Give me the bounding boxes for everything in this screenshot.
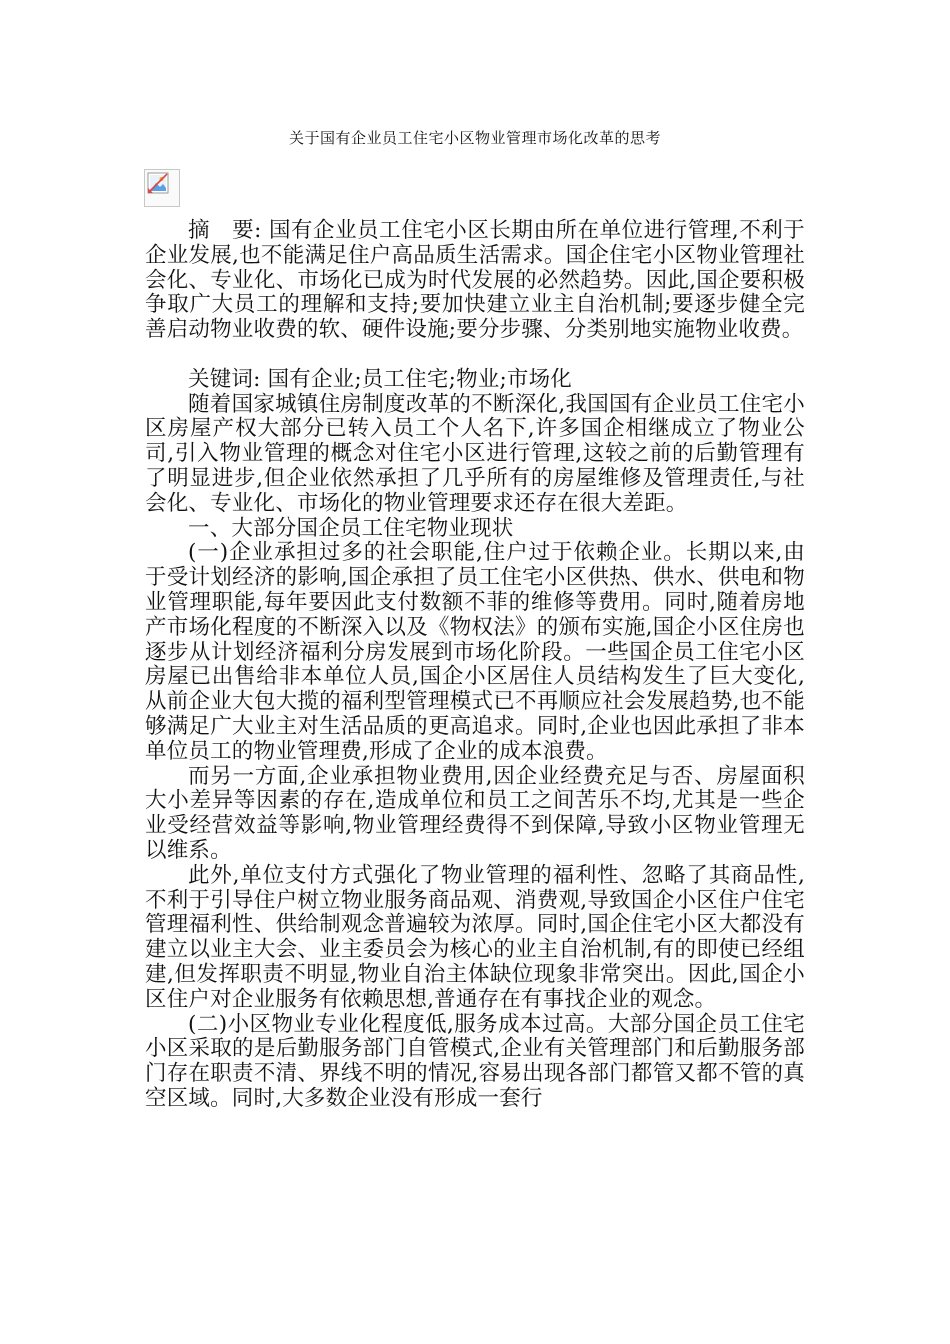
keywords-paragraph: 关键词: 国有企业;员工住宅;物业;市场化 [188, 366, 573, 392]
body-paragraph: 而另一方面,企业承担物业费用,因企业经费充足与否、房屋面积大小差异等因素的存在,造成单位和员工之间苦乐不均,尤其是一些企业受经营效益等影响,物业管理经费得不到保障,导致小区物业管理无以维系。 [145, 763, 805, 863]
abstract-paragraph: 摘 要: 国有企业员工住宅小区长期由所在单位进行管理,不利于企业发展,也不能满足住户高品质生活需求。国企住宅小区物业管理社会化、专业化、市场化已成为时代发展的必然趋势。因此,国企要积极争取广大员工的理解和支持;要加快建立业主自治机制;要逐步健全完善启动物业收费的软、硬件设施;要分步骤、分类别地实施物业收费。 [145, 218, 805, 343]
body-paragraph: 此外,单位支付方式强化了物业管理的福利性、忽略了其商品性,不利于引导住户树立物业服务商品观、消费观,导致国企小区住户住宅管理福利性、供给制观念普遍较为浓厚。同时,国企住宅小区大都没有建立以业主大会、业主委员会为核心的业主自治机制,有的即使已经组建,但发挥职责不明显,物业自治主体缺位现象非常突出。因此,国企小区住户对企业服务有依赖思想,普通存在有事找企业的观念。 [145, 862, 805, 1012]
section-heading: 一、大部分国企员工住宅物业现状 [188, 515, 514, 541]
intro-paragraph: 随着国家城镇住房制度改革的不断深化,我国国有企业员工住宅小区房屋产权大部分已转入员工个人名下,许多国企相继成立了物业公司,引入物业管理的概念对住宅小区进行管理,这较之前的后勤管理有了明显进步,但企业依然承担了几乎所有的房屋维修及管理责任,与社会化、专业化、市场化的物业管理要求还存在很大差距。 [145, 391, 805, 516]
broken-image-icon [144, 169, 180, 207]
image-placeholder-icon [147, 172, 169, 194]
article-body [145, 219, 805, 1112]
body-paragraph: (一)企业承担过多的社会职能,住户过于依赖企业。长期以来,由于受计划经济的影响,国企承担了员工住宅小区供热、供水、供电和物业管理职能,每年要因此支付数额不菲的维修等费用。同时,随着房地产市场化程度的不断深入以及《物权法》的颁布实施,国企小区住房也逐步从计划经济福利分房发展到市场化阶段。一些国企员工住宅小区房屋已出售给非本单位人员,国企小区居住人员结构发生了巨大变化,从前企业大包大揽的福利型管理模式已不再顺应社会发展趋势,也不能够满足广大业主对生活品质的更高追求。同时,企业也因此承担了非本单位员工的物业管理费,形成了企业的成本浪费。 [145, 540, 805, 764]
document-title: 关于国有企业员工住宅小区物业管理市场化改革的思考 [288, 129, 661, 147]
body-paragraph: (二)小区物业专业化程度低,服务成本过高。大部分国企员工住宅小区采取的是后勤服务部门自管模式,企业有关管理部门和后勤服务部门存在职责不清、界线不明的情况,容易出现各部门都管又都不管的真空区域。同时,大多数企业没有形成一套行 [145, 1011, 805, 1111]
